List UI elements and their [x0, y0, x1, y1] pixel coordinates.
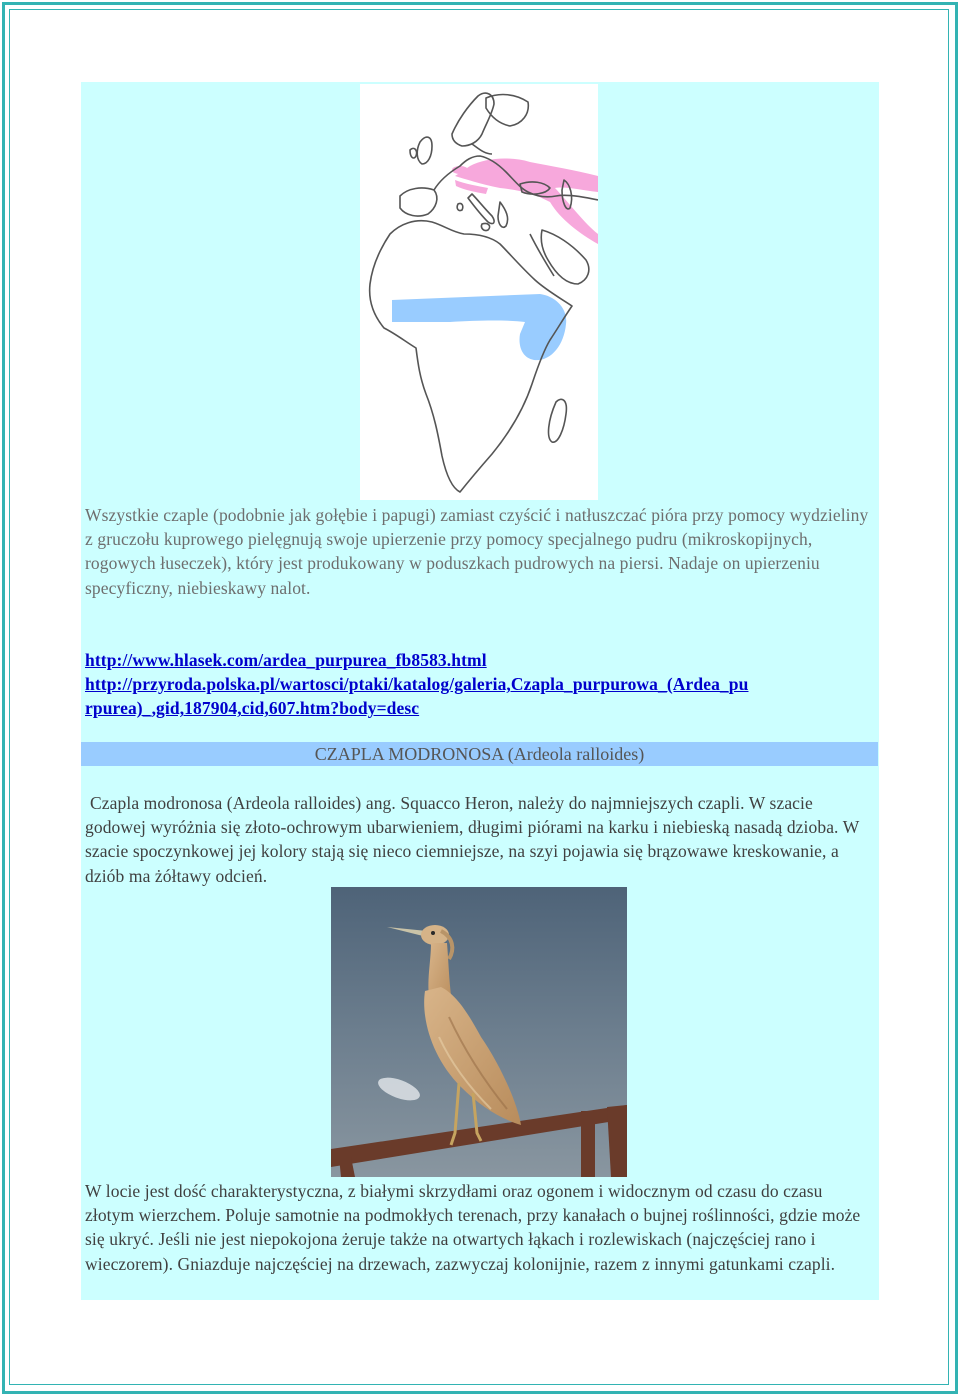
- link-przyroda-line1[interactable]: http://przyroda.polska.pl/wartosci/ptaki/katalog/galeria,Czapla_purpurowa_(Ardea_pu: [85, 674, 749, 695]
- squacco-heron-photo: [331, 887, 627, 1177]
- section-title: CZAPLA MODRONOSA (Ardeola ralloides): [314, 744, 645, 764]
- description-paragraph: [85, 791, 875, 888]
- intro-paragraph: Wszystkie czaple (podobnie jak gołębie i papugi) zamiast czyścić i natłuszczać pióra przy pomocy wydzieliny z gruczołu kuprowego pielęgnują swoje upierzenie przy pomocy specjalnego pudru (mikroskopijnych, rogowych łuseczek), który jest produkowany w poduszkach pudrowych na piersi. Nadaje on upierzeniu specyficzny, niebieskawy nalot.: [85, 505, 869, 598]
- range-map-image: [360, 84, 598, 500]
- description-text: Czapla modronosa (Ardeola ralloides) ang. Squacco Heron, należy do najmniejszych czapli. W szacie godowej wyróżnia się złoto-ochrowym ubarwieniem, długimi piórami na karku i niebieską nasadą dzioba. W szacie spoczynkowej jej kolory stają się nieco ciemniejsze, na szyi pojawia się brązowawe kreskowanie, a dziób ma żółtawy odcień.: [85, 793, 859, 886]
- link-hlasek[interactable]: http://www.hlasek.com/ardea_purpurea_fb8583.html: [85, 650, 487, 670]
- behaviour-paragraph: W locie jest dość charakterystyczna, z białymi skrzydłami oraz ogonem i widocznym od czasu do czasu złotym wierzchem. Poluje samotnie na podmokłych terenach, przy kanałach o bujnej roślinności, gdzie może się ukryć. Jeśli nie jest niepokojona żeruje także na otwartych łąkach i rozlewiskach (najczęściej rano i wieczorem). Gniazduje najczęściej na drzewach, zazwyczaj kolonijnie, razem z innymi gatunkami czapli.: [85, 1181, 861, 1274]
- source-links: [85, 648, 875, 721]
- link-przyroda-line2[interactable]: rpurea)_,gid,187904,cid,607.htm?body=desc: [85, 698, 420, 719]
